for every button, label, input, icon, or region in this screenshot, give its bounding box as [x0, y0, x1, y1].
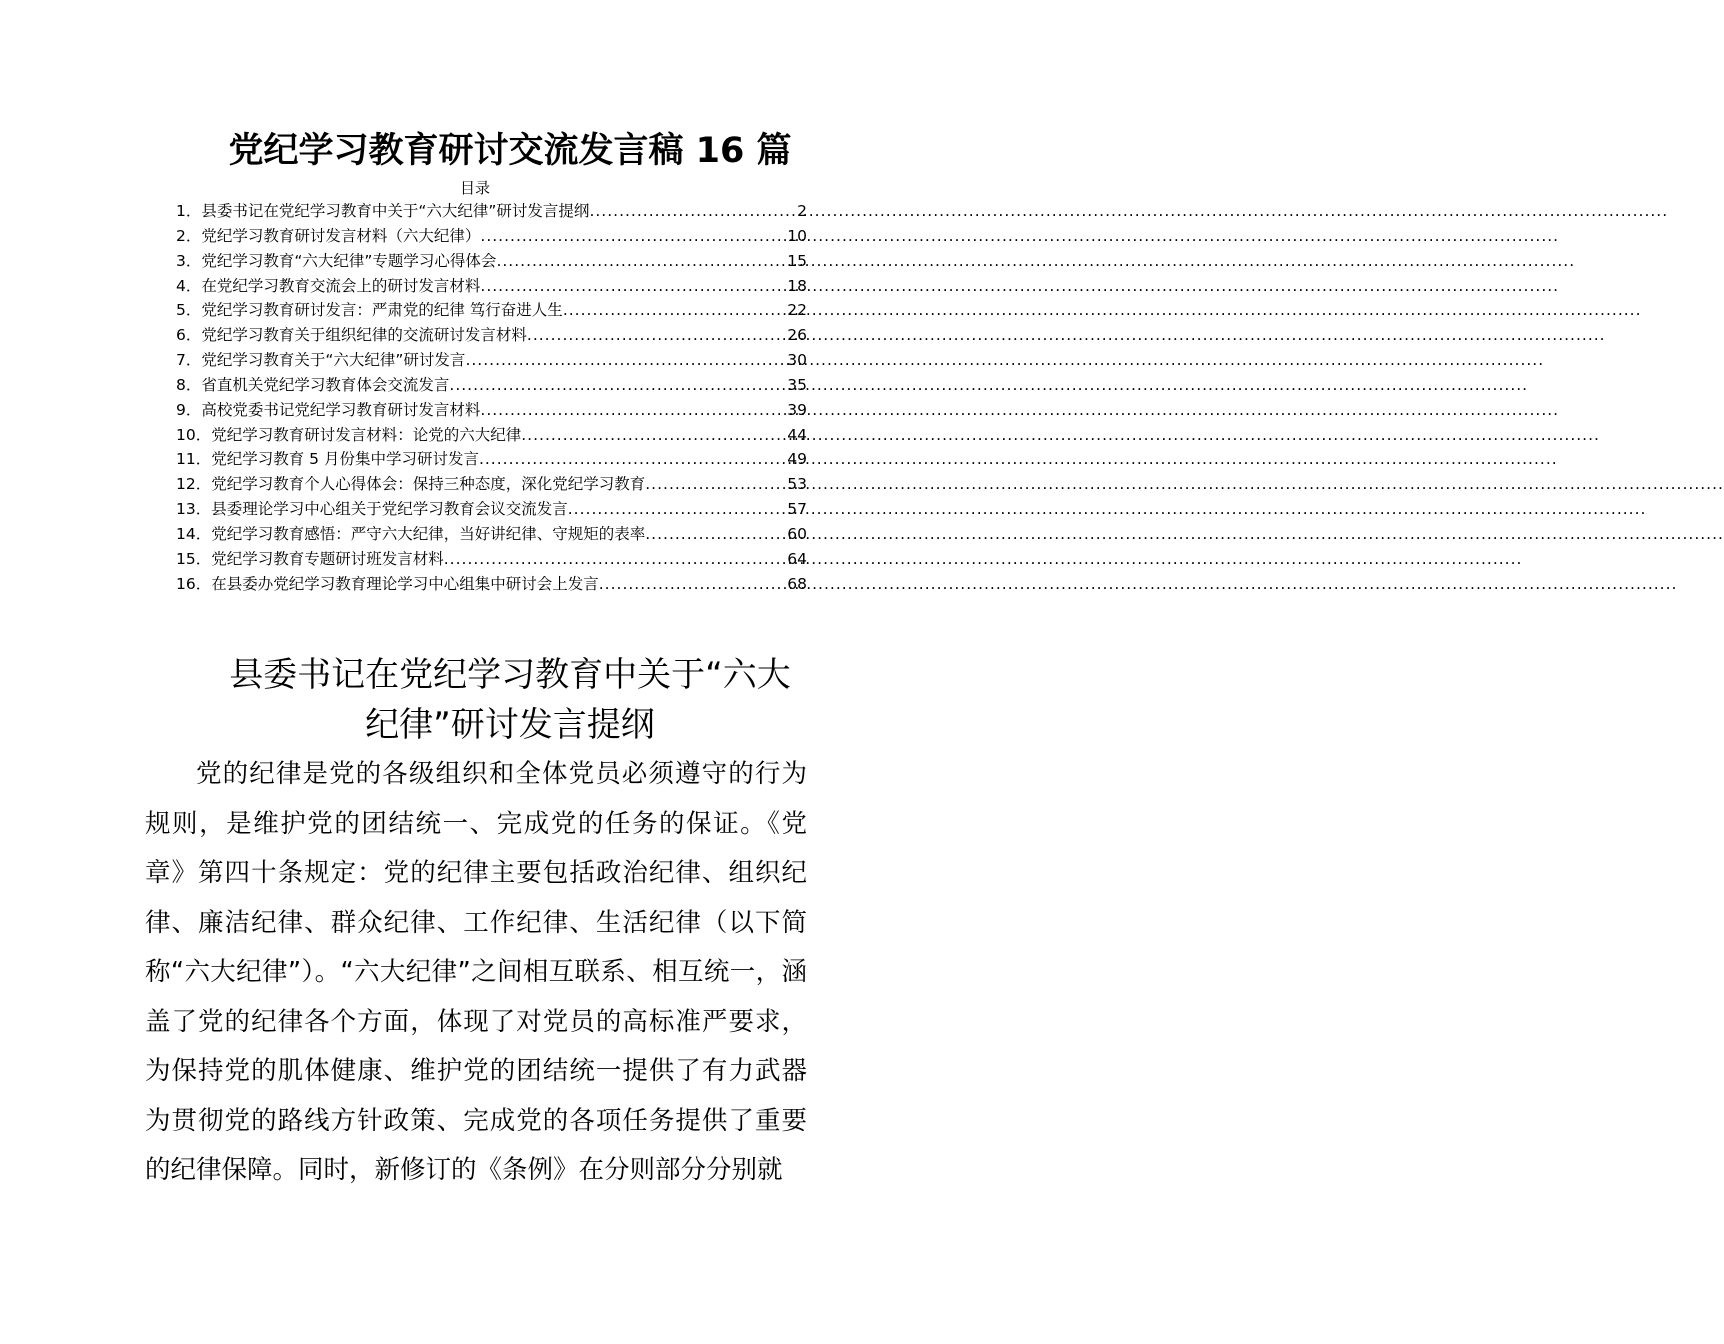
toc-item-number: 16．	[176, 574, 212, 593]
toc-item[interactable]	[176, 522, 807, 547]
toc-item-number: 10．	[176, 425, 212, 444]
toc-item[interactable]	[176, 398, 807, 423]
toc-dot-leader	[480, 224, 786, 249]
toc-item[interactable]	[176, 323, 807, 348]
toc-dot-leader	[496, 249, 786, 274]
toc-item-number: 1．	[176, 202, 202, 220]
toc-item[interactable]	[176, 472, 807, 497]
toc-dot-leader	[645, 472, 786, 497]
toc-item[interactable]	[176, 249, 807, 274]
toc-item-page: 15	[787, 251, 807, 270]
toc-heading: 目录	[459, 179, 490, 197]
toc-dot-leader	[527, 323, 786, 348]
section-title-line: 纪律”研讨发言提纲	[365, 705, 655, 745]
toc-item-title: 高校党委书记党纪学习教育研讨发言材料	[201, 400, 481, 419]
toc-dot-leader	[568, 497, 787, 522]
section-title-line: 县委书记在党纪学习教育中关于“六大	[229, 655, 791, 695]
toc-item-number: 11．	[176, 450, 212, 469]
toc-dot-leader	[645, 522, 786, 547]
toc-item-number: 3．	[176, 251, 202, 270]
toc-item[interactable]	[176, 298, 807, 323]
document-title: 党纪学习教育研讨交流发言稿 16 篇	[228, 131, 792, 171]
toc-item-page: 35	[787, 375, 807, 394]
toc-item-title: 党纪学习教育“六大纪律”专题学习心得体会	[201, 251, 497, 270]
toc-item-page: 22	[787, 301, 807, 320]
toc-item-page: 39	[787, 400, 807, 419]
toc-item-title: 党纪学习教育关于组织纪律的交流研讨发言材料	[201, 326, 527, 345]
toc-item-number: 15．	[176, 549, 212, 568]
toc-item-page: 30	[787, 351, 807, 370]
toc-item[interactable]	[176, 348, 807, 373]
toc-item-title: 党纪学习教育专题研讨班发言材料	[211, 549, 444, 568]
toc-item-number: 13．	[176, 500, 212, 519]
toc-item-number: 8．	[176, 375, 202, 394]
toc-item-title: 党纪学习教育感悟：严守六大纪律，当好讲纪律、守规矩的表率	[211, 524, 646, 543]
toc-item-page: 10	[787, 226, 807, 245]
toc-item-number: 4．	[176, 276, 202, 295]
toc-dot-leader	[589, 199, 796, 224]
toc-dot-leader	[449, 373, 786, 398]
toc-dot-leader	[480, 274, 786, 299]
toc-dot-leader	[444, 547, 787, 572]
toc-item-number: 2．	[176, 226, 202, 245]
toc-item-page: 44	[787, 425, 807, 444]
table-of-contents	[176, 199, 807, 597]
toc-item-page: 53	[787, 475, 807, 494]
toc-item[interactable]	[176, 274, 807, 299]
toc-item[interactable]	[176, 423, 807, 448]
toc-item-page: 18	[787, 276, 807, 295]
toc-item[interactable]	[176, 547, 807, 572]
toc-item-title: 在党纪学习教育交流会上的研讨发言材料	[201, 276, 481, 295]
section-title	[190, 650, 830, 750]
toc-dot-leader	[465, 348, 786, 373]
toc-item[interactable]	[176, 373, 807, 398]
toc-item-title: 县委理论学习中心组关于党纪学习教育会议交流发言	[211, 500, 568, 519]
toc-dot-leader	[479, 447, 786, 472]
toc-item-number: 14．	[176, 524, 212, 543]
toc-item-title: 党纪学习教育关于“六大纪律”研讨发言	[201, 351, 466, 370]
toc-item-page: 64	[787, 549, 807, 568]
toc-item-page: 2	[797, 202, 807, 220]
body-paragraph: 党的纪律是党的各级组织和全体党员必须遵守的行为规则，是维护党的团结统一、完成党的任务的保证。《党章》第四十条规定：党的纪律主要包括政治纪律、组织纪律、廉洁纪律、群众纪律、工作纪律、生活纪律（以下简称“六大纪律”）。“六大纪律”之间相互联系、相互统一，涵盖了党的纪律各个方面，体现了对党员的高标准严要求，为保持党的肌体健康、维护党的团结统一提供了有力武器为贯彻党的路线方针政策、完成党的各项任务提供了重要的纪律保障。同时，新修订的《条例》在分则部分分别就	[145, 759, 807, 1185]
toc-item-page: 57	[787, 500, 807, 519]
toc-item-page: 49	[787, 450, 807, 469]
toc-item-page: 68	[787, 574, 807, 593]
toc-item-title: 党纪学习教育 5 月份集中学习研讨发言	[211, 450, 479, 469]
toc-item[interactable]	[176, 199, 807, 224]
toc-item-page: 26	[787, 326, 807, 345]
toc-item-page: 60	[787, 524, 807, 543]
toc-item-number: 5．	[176, 301, 202, 320]
toc-item-number: 12．	[176, 475, 212, 494]
toc-item-title: 党纪学习教育研讨发言：严肃党的纪律 笃行奋进人生	[201, 301, 563, 320]
toc-dot-leader	[599, 572, 787, 597]
toc-item-title: 党纪学习教育研讨发言材料：论党的六大纪律	[211, 425, 522, 444]
toc-item-title: 县委书记在党纪学习教育中关于“六大纪律”研讨发言提纲	[201, 202, 590, 220]
toc-item-number: 7．	[176, 351, 202, 370]
toc-dot-leader	[521, 423, 786, 448]
toc-item[interactable]	[176, 572, 807, 597]
toc-item-number: 6．	[176, 326, 202, 345]
toc-item[interactable]	[176, 224, 807, 249]
toc-item-title: 在县委办党纪学习教育理论学习中心组集中研讨会上发言	[211, 574, 599, 593]
toc-dot-leader	[563, 298, 786, 323]
toc-item[interactable]	[176, 447, 807, 472]
toc-item-title: 省直机关党纪学习教育体会交流发言	[201, 375, 450, 394]
toc-item-title: 党纪学习教育研讨发言材料（六大纪律）	[201, 226, 481, 245]
toc-item-title: 党纪学习教育个人心得体会：保持三种态度，深化党纪学习教育	[211, 475, 646, 494]
toc-item-number: 9．	[176, 400, 202, 419]
toc-dot-leader	[480, 398, 786, 423]
toc-item[interactable]	[176, 497, 807, 522]
